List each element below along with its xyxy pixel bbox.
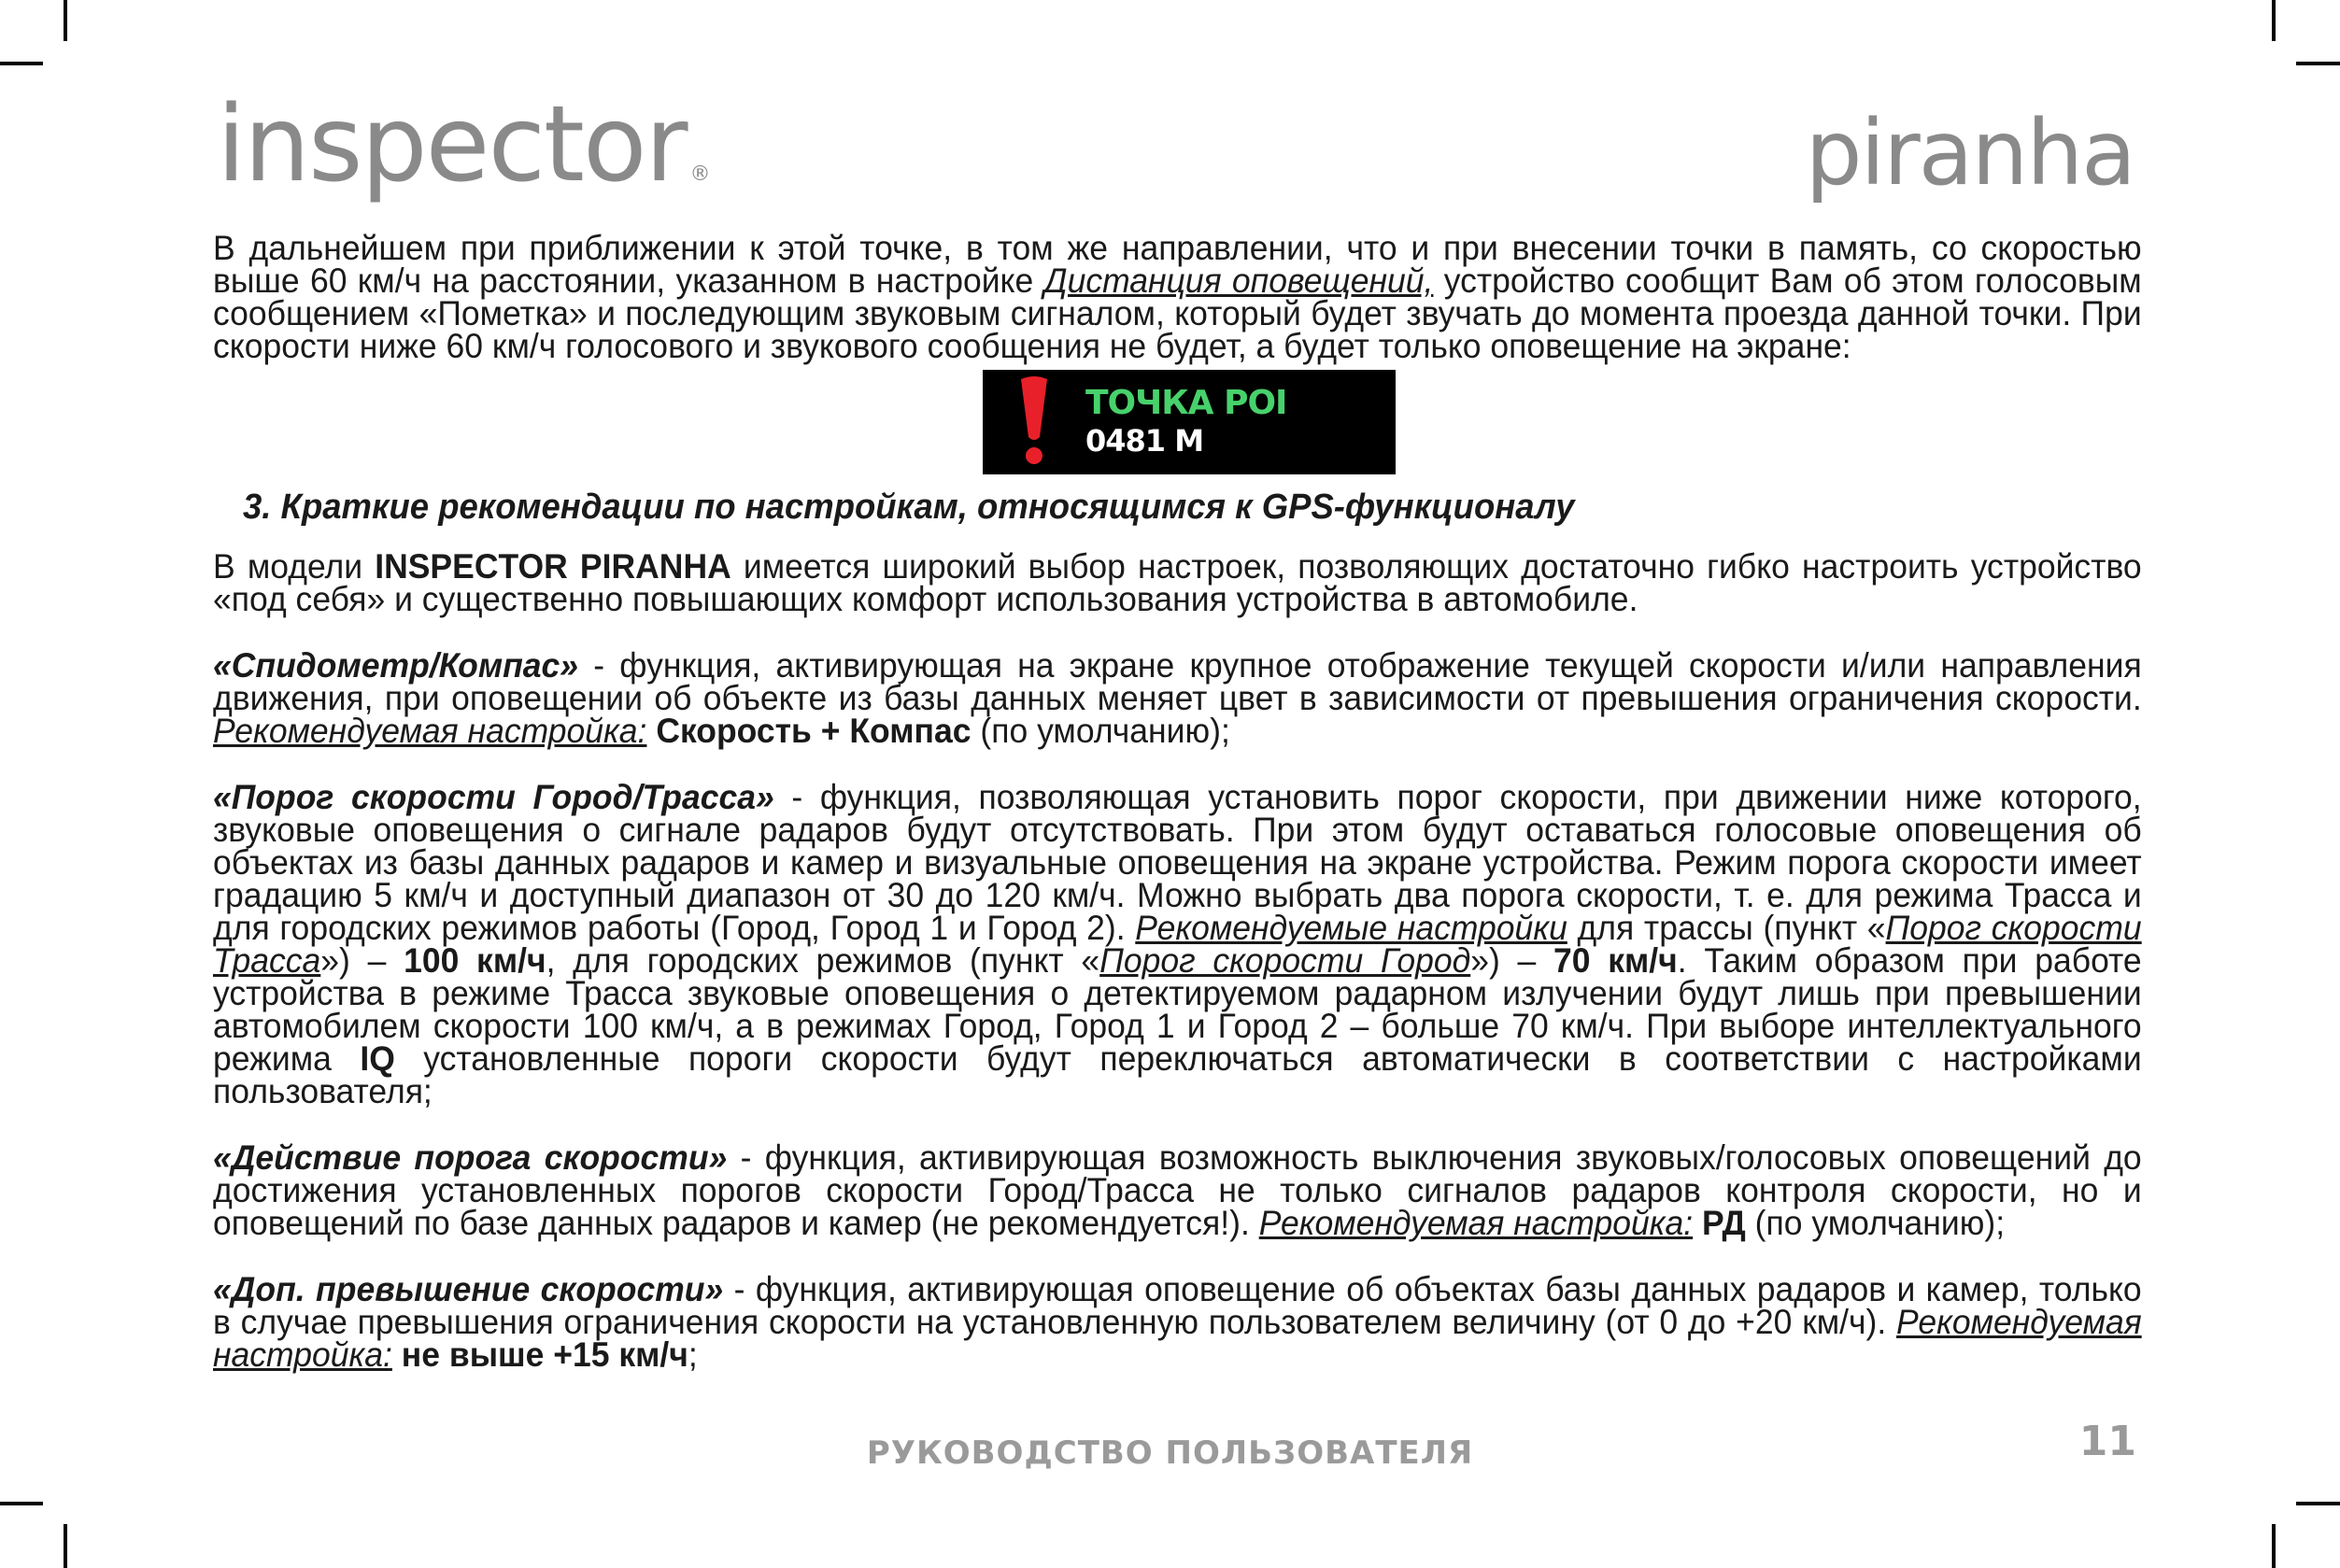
piranha-logo: piranha (1805, 101, 2134, 205)
speedometer-paragraph: «Спидометр/Компас» - функция, активирующая на экране крупное отображение текущей скорости и/или направления движения, при оповещении об объекте из базы данных меняет цвет в зависимости от превышения ограничения скорости. Рекомендуемая настройка: Скорость + Компас (по умолчанию); (213, 646, 2142, 750)
crop-mark (64, 1524, 67, 1568)
crop-mark (2272, 1524, 2276, 1568)
crop-mark (2296, 1502, 2340, 1505)
inspector-logo: inspector ® (217, 84, 711, 205)
page-body (213, 229, 2145, 1374)
exclamation-icon (983, 370, 1085, 474)
crop-mark (0, 62, 43, 65)
intro-paragraph: В дальнейшем при приближении к этой точке, в том же направлении, что и при внесении точки в память, со скоростью выше 60 км/ч на расстоянии, указанном в настройке Дистанция оповещений, устройство сообщит Вам об этом голосовым сообщением «Пометка» и последующим звуковым сигналом, который будет звучать до момента проезда данной точки. При скорости ниже 60 км/ч голосового и звукового сообщения не будет, а будет только оповещение на экране: (213, 229, 2142, 365)
threshold-action-paragraph: «Действие порога скорости» - функция, активирующая возможность выключения звуковых/голосовых оповещений до достижения установленных порогов скорости Город/Трасса не только сигналов радаров контроля скорости, но и оповещений по базе данных радаров и камер (не рекомендуется!). Рекомендуемая настройка: РД (по умолчанию); (213, 1138, 2142, 1242)
crop-mark (2296, 62, 2340, 65)
poi-screen-example (983, 370, 1396, 474)
poi-distance: 0481 М (1085, 423, 1204, 459)
section-intro-paragraph: В модели INSPECTOR PIRANHA имеется широкий выбор настроек, позволяющих достаточно гибко настроить устройство «под себя» и существенно повышающих комфорт использования устройства в автомобиле. (213, 547, 2142, 618)
extra-speed-paragraph: «Доп. превышение скорости» - функция, активирующая оповещение об объектах базы данных радаров и камер, только в случае превышения ограничения скорости на установленную пользователем величину (от 0 до +20 км/ч). Рекомендуемая настройка: не выше +15 км/ч; (213, 1270, 2142, 1374)
crop-mark (2272, 0, 2276, 41)
page-number: 11 (2078, 1418, 2136, 1465)
poi-title: ТОЧКА POI (1085, 384, 1287, 422)
crop-mark (0, 1502, 43, 1505)
crop-mark (64, 0, 67, 41)
footer-label: РУКОВОДСТВО ПОЛЬЗОВАТЕЛЯ (866, 1434, 1474, 1472)
threshold-paragraph: «Порог скорости Город/Трасса» - функция, позволяющая установить порог скорости, при движении ниже которого, звуковые оповещения о сигнале радаров будут отсутствовать. При этом будут оставаться голосовые оповещения об объектах из базы данных радаров и камер и визуальные оповещения на экране устройства. Режим порога скорости имеет градацию 5 км/ч и доступный диапазон от 30 до 120 км/ч. Можно выбрать два порога скорости, т. е. для режима Трасса и для городских режимов работы (Город, Город 1 и Город 2). Рекомендуемые настройки для трассы (пункт «Порог скорости Трасса») – 100 км/ч, для городских режимов (пункт «Порог скорости Город») – 70 км/ч. Таким образом при работе устройства в режиме Трасса звуковые оповещения о детектируемом радарном излучении будут лишь при превышении автомобилем скорости 100 км/ч, а в режимах Город, Город 1 и Город 2 – больше 70 км/ч. При выборе интеллектуального режима IQ установленные пороги скорости будут переключаться автоматически в соответствии с настройками пользователя; (213, 778, 2142, 1110)
section-heading: 3. Краткие рекомендации по настройкам, относящимся к GPS-функционалу (243, 487, 1575, 527)
